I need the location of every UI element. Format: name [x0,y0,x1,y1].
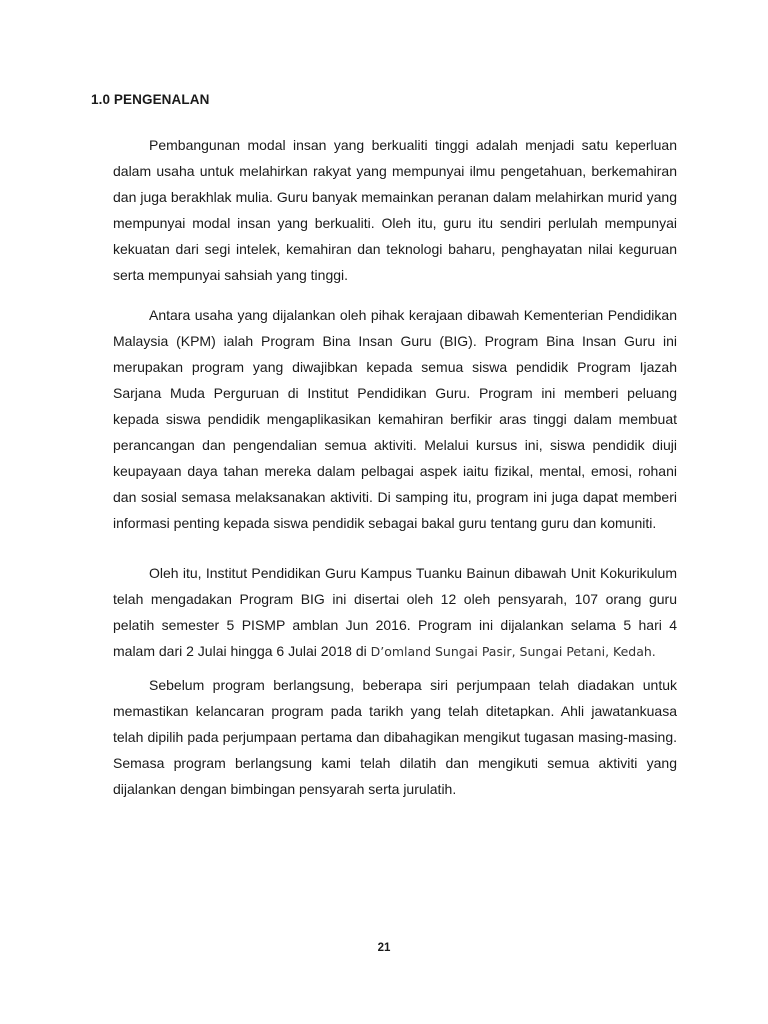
paragraph-program-details [113,560,677,665]
paragraph-big-program: Antara usaha yang dijalankan oleh pihak kerajaan dibawah Kementerian Pendidikan Malaysia (KPM) ialah Program Bina Insan Guru (BIG). Program Bina Insan Guru ini merupakan program yang diwajibkan kepada semua siswa pendidik Program Ijazah Sarjana Muda Perguruan di Institut Pendidikan Guru. Program ini memberi peluang kepada siswa pendidik mengaplikasikan kemahiran berfikir aras tinggi dalam membuat perancangan dan pengendalian semua aktiviti. Melalui kursus ini, siswa pendidik diuji keupayaan daya tahan mereka dalam pelbagai aspek iaitu fizikal, mental, emosi, rohani dan sosial semasa melaksanakan aktiviti. Di samping itu, program ini juga dapat memberi informasi penting kepada siswa pendidik sebagai bakal guru tentang guru dan komuniti. [113,307,677,531]
paragraph-introduction: Pembangunan modal insan yang berkualiti tinggi adalah menjadi satu keperluan dalam usaha untuk melahirkan rakyat yang mempunyai ilmu pengetahuan, berkemahiran dan juga berakhlak mulia. Guru banyak memainkan peranan dalam melahirkan murid yang mempunyai modal insan yang berkualiti. Oleh itu, guru itu sendiri perlulah mempunyai kekuatan dari segi intelek, kemahiran dan teknologi baharu, penghayatan nilai keguruan serta mempunyai sahsiah yang tinggi. [113,137,677,283]
section-heading: 1.0 PENGENALAN [91,92,210,107]
paragraph-program-details-text: Oleh itu, Institut Pendidikan Guru Kampus Tuanku Bainun dibawah Unit Kokurikulum telah mengadakan Program BIG ini disertai oleh 12 oleh pensyarah, 107 orang guru pelatih semester 5 PISMP amblan Jun 2016. Program ini dijalankan selama 5 hari 4 malam dari 2 Julai hingga 6 Julai 2018 di [113,565,677,659]
program-location: D’omland Sungai Pasir, Sungai Petani, Kedah. [370,644,656,659]
paragraph-preparation: Sebelum program berlangsung, beberapa siri perjumpaan telah diadakan untuk memastikan kelancaran program pada tarikh yang telah ditetapkan. Ahli jawatankuasa telah dipilih pada perjumpaan pertama dan dibahagikan mengikut tugasan masing-masing. Semasa program berlangsung kami telah dilatih dan mengikuti semua aktiviti yang dijalankan dengan bimbingan pensyarah serta jurulatih. [113,677,677,797]
page-number: 21 [377,942,391,954]
